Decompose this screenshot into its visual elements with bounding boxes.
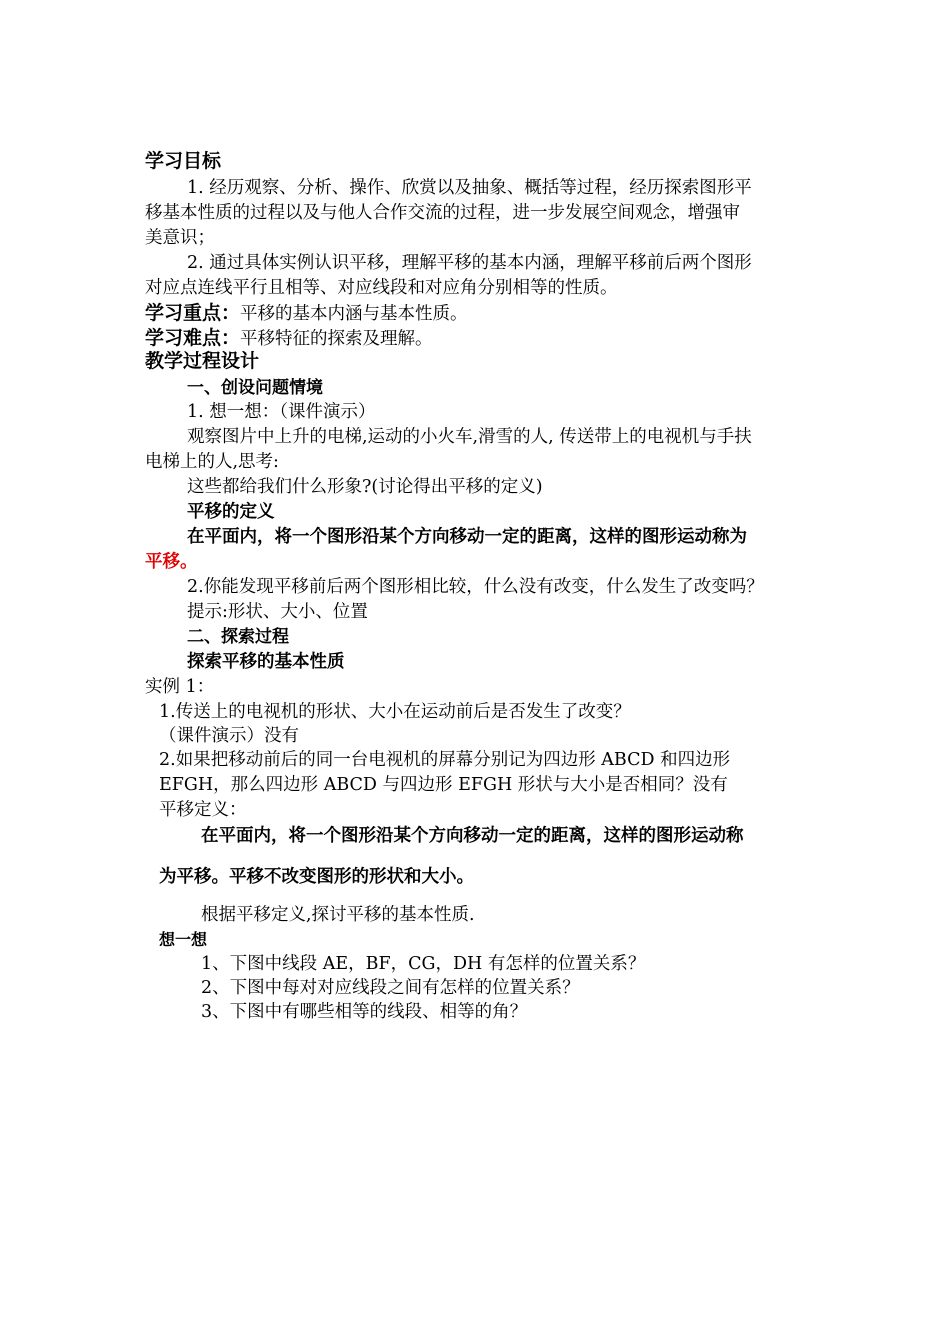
difficulty-text: 平移特征的探索及理解。 [240, 329, 433, 349]
key-point-text: 平移的基本内涵与基本性质。 [240, 304, 468, 324]
observe-line1: 观察图片中上升的电梯,运动的小火车,滑雪的人, 传送带上的电视机与手扶 [187, 427, 752, 447]
definition-line1: 在平面内，将一个图形沿某个方向移动一定的距离，这样的图形运动称为 [187, 527, 747, 547]
goal1-line2: 移基本性质的过程以及与他人合作交流的过程，进一步发展空间观念，增强审 [145, 203, 740, 223]
explore-text: 根据平移定义,探讨平移的基本性质. [201, 905, 475, 925]
goals-title: 学习目标 [145, 150, 222, 172]
question: 这些都给我们什么形象?(讨论得出平移的定义) [187, 477, 543, 497]
example-answer1: （课件演示）没有 [159, 726, 299, 746]
example-question2-line1: 2.如果把移动前后的同一台电视机的屏幕分别记为四边形 ABCD 和四边形 [159, 750, 731, 770]
difficulty-label: 学习难点： [145, 327, 241, 349]
think-item-1: 1、下图中线段 AE，BF，CG，DH 有怎样的位置关系？ [201, 954, 646, 974]
process-title: 教学过程设计 [145, 350, 260, 372]
section1-title: 一、创设问题情境 [187, 378, 323, 398]
example-question1: 1.传送上的电视机的形状、大小在运动前后是否发生了改变？ [159, 702, 631, 722]
example-label: 实例 1： [145, 677, 215, 697]
definition2-line2: 为平移。平移不改变图形的形状和大小。 [159, 867, 474, 887]
definition2-label: 平移定义： [159, 800, 247, 820]
definition-title: 平移的定义 [187, 502, 275, 522]
definition-highlight: 平移。 [145, 552, 198, 572]
key-point-label: 学习重点： [145, 302, 241, 324]
difficulty [145, 326, 433, 351]
goal2-line1: 2. 通过具体实例认识平移，理解平移的基本内涵，理解平移前后两个图形 [187, 253, 752, 273]
key-point [145, 301, 468, 326]
goal2-line2: 对应点连线平行且相等、对应线段和对应角分别相等的性质。 [145, 278, 618, 298]
section2-title: 二、探索过程 [187, 627, 289, 647]
explore-title: 探索平移的基本性质 [187, 652, 345, 672]
hint: 提示:形状、大小、位置 [187, 602, 368, 622]
example-question2-line2: EFGH，那么四边形 ABCD 与四边形 EFGH 形状与大小是否相同？没有 [159, 775, 728, 795]
goal1-line1: 1. 经历观察、分析、操作、欣赏以及抽象、概括等过程，经历探索图形平 [187, 178, 752, 198]
goal1-line3: 美意识； [145, 228, 215, 248]
think-item-3: 3、下图中有哪些相等的线段、相等的角？ [201, 1002, 528, 1022]
observe-line2: 电梯上的人,思考: [145, 452, 279, 472]
think-one: 1. 想一想：（课件演示） [187, 402, 376, 422]
question-two: 2.你能发现平移前后两个图形相比较，什么没有改变，什么发生了改变吗？ [187, 577, 764, 597]
definition2-line1: 在平面内，将一个图形沿某个方向移动一定的距离，这样的图形运动称 [201, 826, 744, 846]
think-item-2: 2、下图中每对对应线段之间有怎样的位置关系？ [201, 978, 580, 998]
think-title: 想一想 [159, 930, 208, 949]
